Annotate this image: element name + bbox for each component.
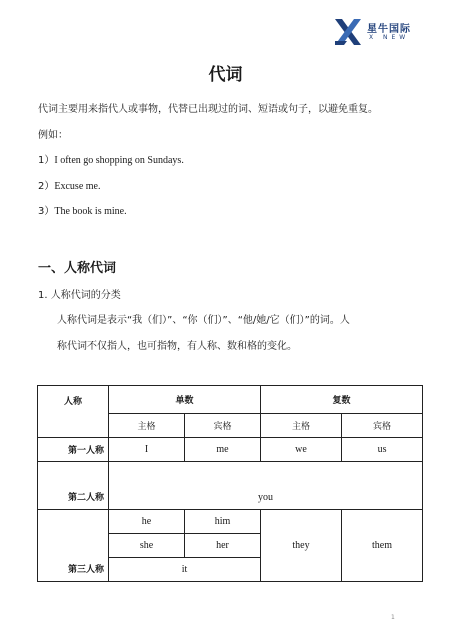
page-number: 1 (391, 614, 395, 621)
cell-third-them: them (342, 510, 423, 582)
header-plural-subjective: 主格 (261, 414, 342, 438)
example-label: 例如： (38, 130, 68, 141)
cell-first-singular-obj: me (185, 438, 261, 462)
example-item (38, 154, 184, 168)
cell-first-plural-obj: us (342, 438, 423, 462)
header-plural-objective: 宾格 (342, 414, 423, 438)
example-number: 2） (38, 181, 55, 192)
cell-first-plural-subj: we (261, 438, 342, 462)
example-item (38, 180, 100, 194)
cell-second-all: you (109, 462, 423, 510)
header-person: 人称 (38, 386, 109, 438)
example-text: Excuse me. (54, 181, 101, 192)
x-logo-icon (333, 17, 363, 47)
cell-third-she: she (109, 534, 185, 558)
header-singular: 单数 (109, 386, 261, 414)
table-row (38, 510, 423, 534)
example-text: The book is mine. (54, 206, 127, 217)
header-singular-objective: 宾格 (185, 414, 261, 438)
example-text: I often go shopping on Sundays. (54, 155, 184, 166)
logo-chinese-text: 星牛国际 (367, 24, 411, 35)
example-item (38, 205, 127, 219)
section-heading: 一、人称代词 (38, 261, 117, 276)
intro-paragraph: 代词主要用来指代人或事物，代替已出现过的词、短语或句子，以避免重复。 (38, 104, 378, 115)
example-number: 3） (38, 206, 55, 217)
cell-third-they: they (261, 510, 342, 582)
pronoun-table (37, 385, 423, 582)
cell-third-it: it (109, 558, 261, 582)
row-label-third-person: 第三人称 (38, 510, 109, 582)
row-label-first-person: 第一人称 (38, 438, 109, 462)
example-number: 1） (38, 155, 55, 166)
row-label-second-person: 第二人称 (38, 462, 109, 510)
table-row (38, 438, 423, 462)
table-row (38, 462, 423, 510)
section-paragraph-line-2: 称代词不仅指人，也可指物，有人称、数和格的变化。 (57, 341, 297, 352)
subsection-heading: 1. 人称代词的分类 (38, 290, 121, 301)
brand-logo (333, 17, 423, 47)
cell-third-he: he (109, 510, 185, 534)
cell-third-him: him (185, 510, 261, 534)
header-singular-subjective: 主格 (109, 414, 185, 438)
logo-english-text: X NEW (369, 34, 410, 41)
section-paragraph-line-1: 人称代词是表示“我（们）”、“你（们）”、“他/她/它（们）”的词。人 (57, 315, 350, 326)
header-plural: 复数 (261, 386, 423, 414)
cell-third-her: her (185, 534, 261, 558)
cell-first-singular-subj: I (109, 438, 185, 462)
page-title: 代词 (208, 65, 243, 85)
